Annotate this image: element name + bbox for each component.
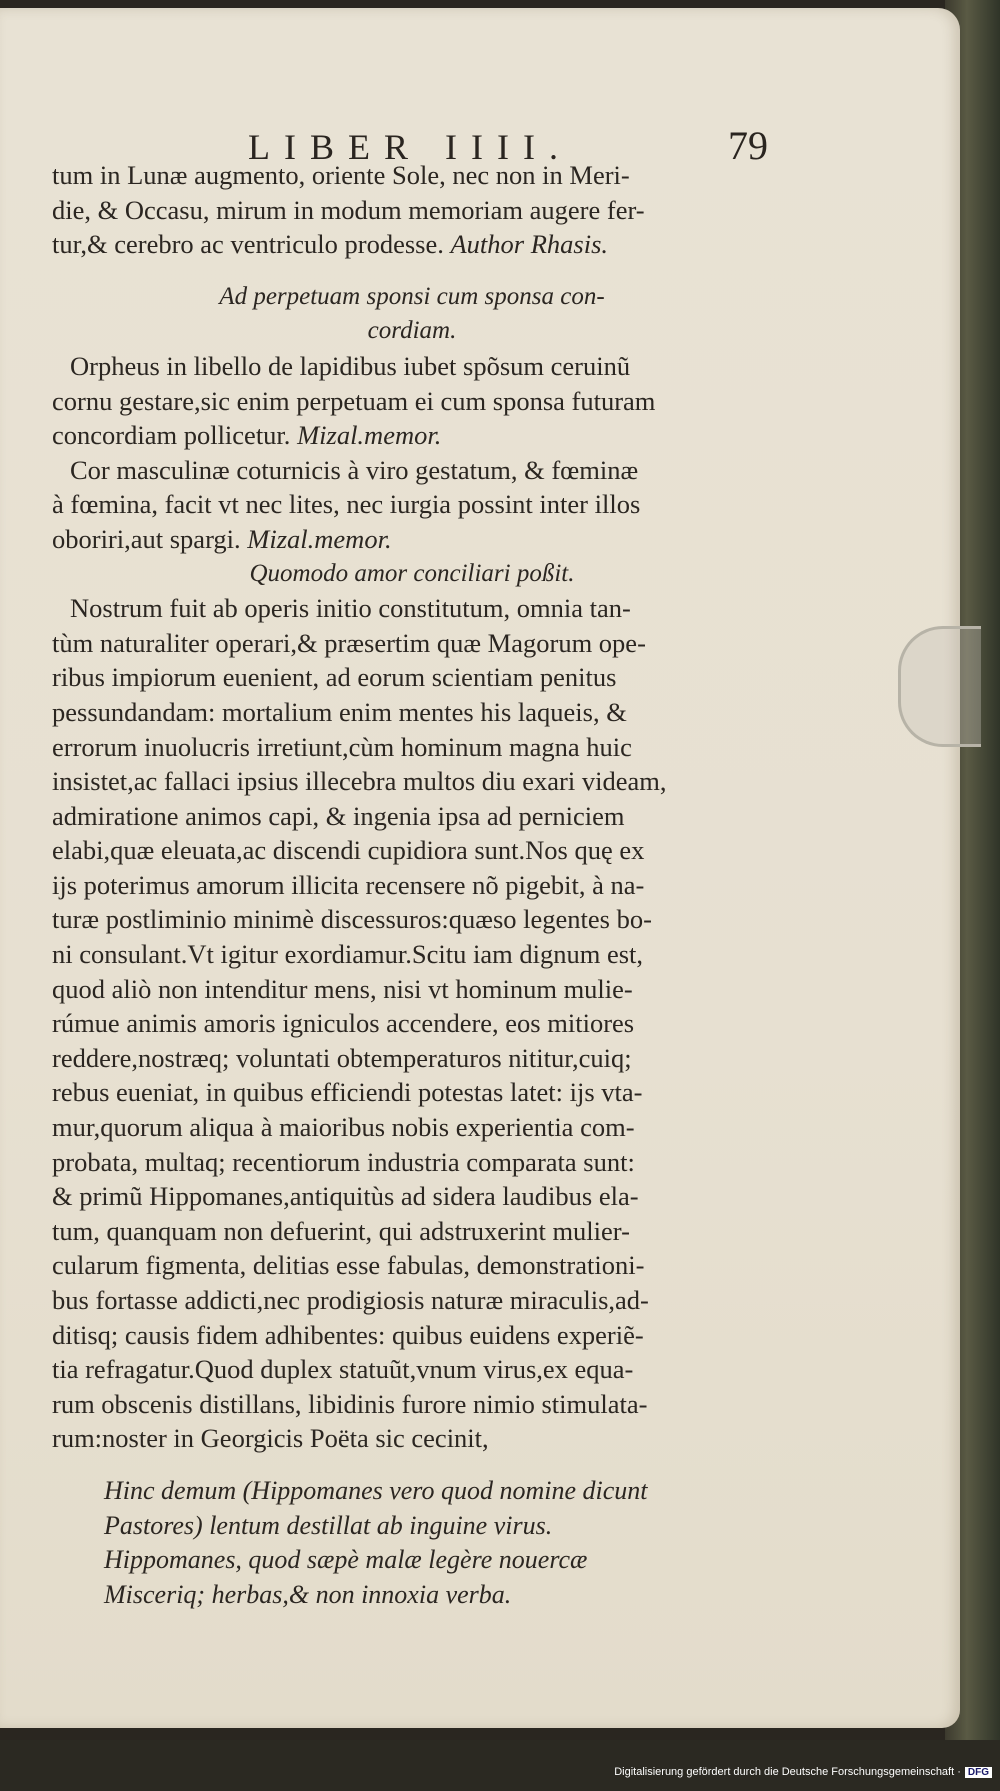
section-heading: cordiam. xyxy=(367,317,457,345)
text-line: Orpheus in libello de lapidibus iubet spõsum ceruinũ xyxy=(70,350,631,381)
credit-text: Digitalisierung gefördert durch die Deutsche Forschungsgemeinschaft · xyxy=(614,1766,961,1778)
text-line: quod aliò non intenditur mens, nisi vt hominum mulie- xyxy=(52,973,633,1004)
book-page xyxy=(0,8,960,1728)
verse-line: Hinc demum (Hippomanes vero quod nomine dicunt xyxy=(104,1475,648,1505)
text-line: pessundandam: mortalium enim mentes his laqueis, & xyxy=(52,696,627,727)
text-line: insistet,ac fallaci ipsius illecebra multos diu exari videam, xyxy=(52,766,667,797)
text-line: admiratione animos capi, & ingenia ipsa ad perniciem xyxy=(52,800,625,831)
verse-line: Misceriq; herbas,& non innoxia verba. xyxy=(104,1579,512,1609)
page-number: 79 xyxy=(728,123,768,168)
text-line: probata, multaq; recentiorum industria comparata sunt: xyxy=(52,1146,635,1177)
running-head-title: LIBER IIII. xyxy=(248,127,572,167)
page-text xyxy=(52,158,772,1612)
text-line: rum obscenis distillans, libidinis furore nimio stimulata- xyxy=(52,1388,648,1419)
text-line: oboriri,aut spargi. Mizal.memor. xyxy=(52,523,392,554)
text-line: Cor masculinæ coturnicis à viro gestatum, & fœminæ xyxy=(70,454,639,485)
section-heading: Ad perpetuam sponsi cum sponsa con- xyxy=(219,282,605,310)
text-line: turæ postliminio minimè discessuros:quæso legentes bo- xyxy=(52,904,652,935)
text-line: cularum figmenta, delitias esse fabulas, demonstrationi- xyxy=(52,1250,645,1281)
text-line: errorum inuolucris irretiunt,cùm hominum magna huic xyxy=(52,731,632,762)
text-line: tia refragatur.Quod duplex statuũt,vnum virus,ex equa- xyxy=(52,1354,634,1385)
text-line: à fœmina, facit vt nec lites, nec iurgia possint inter illos xyxy=(52,489,641,520)
text-line: bus fortasse addicti,nec prodigiosis naturæ miraculis,ad- xyxy=(52,1285,649,1315)
text-line: reddere,nostræq; voluntati obtemperaturos nititur,cuiq; xyxy=(52,1042,632,1073)
text-line: elabi,quæ eleuata,ac discendi cupidiora sunt.Nos quę ex xyxy=(52,835,645,866)
text-line: concordiam pollicetur. Mizal.memor. xyxy=(52,420,442,451)
text-line: die, & Occasu, mirum in modum memoriam augere fer- xyxy=(52,194,645,225)
text-line: ribus impiorum euenient, ad eorum scientiam penitus xyxy=(52,662,617,693)
text-line: rum:noster in Georgicis Poëta sic cecinit, xyxy=(52,1423,489,1454)
author-reference: Mizal.memor. xyxy=(247,523,392,554)
text-line: Nostrum fuit ab operis initio constitutum, omnia tan- xyxy=(70,593,631,624)
text-line: mur,quorum aliqua à maioribus nobis experientia com- xyxy=(52,1112,635,1143)
text-line: tùm naturaliter operari,& præsertim quæ Magorum ope- xyxy=(52,627,646,658)
text-line: rúmue animis amoris igniculos accendere, eos mitiores xyxy=(52,1008,635,1039)
author-reference: Author Rhasis. xyxy=(450,229,609,260)
text-line: ni consulant.Vt igitur exordiamur.Scitu iam dignum est, xyxy=(52,939,644,970)
text-line: tum in Lunæ augmento, oriente Sole, nec non in Meri- xyxy=(52,160,630,190)
text-line: cornu gestare,sic enim perpetuam ei cum sponsa futuram xyxy=(52,385,656,416)
text-line: & primũ Hippomanes,antiquitùs ad sidera laudibus ela- xyxy=(52,1181,639,1212)
page-clip xyxy=(898,626,981,747)
section-heading: Quomodo amor conciliari poßit. xyxy=(249,559,575,587)
text-line: ijs poterimus amorum illicita recensere nõ pigebit, à na- xyxy=(52,869,645,900)
verse-line: Pastores) lentum destillat ab inguine virus. xyxy=(104,1510,553,1540)
dfg-logo: DFG xyxy=(965,1767,992,1778)
text-line: ditisq; causis fidem adhibentes: quibus euidens experiẽ- xyxy=(52,1319,644,1350)
text-line: tur,& cerebro ac ventriculo prodesse. Author Rhasis. xyxy=(52,229,609,260)
text-line: rebus eueniat, in quibus efficiendi potestas latet: ijs vta- xyxy=(52,1077,643,1108)
verse-line: Hippomanes, quod sæpè malæ legère nouercæ xyxy=(104,1545,588,1575)
author-reference: Mizal.memor. xyxy=(297,420,442,451)
text-line: tum, quanquam non defuerint, qui adstruxerint mulier- xyxy=(52,1215,630,1246)
digitization-credit xyxy=(614,1766,992,1778)
